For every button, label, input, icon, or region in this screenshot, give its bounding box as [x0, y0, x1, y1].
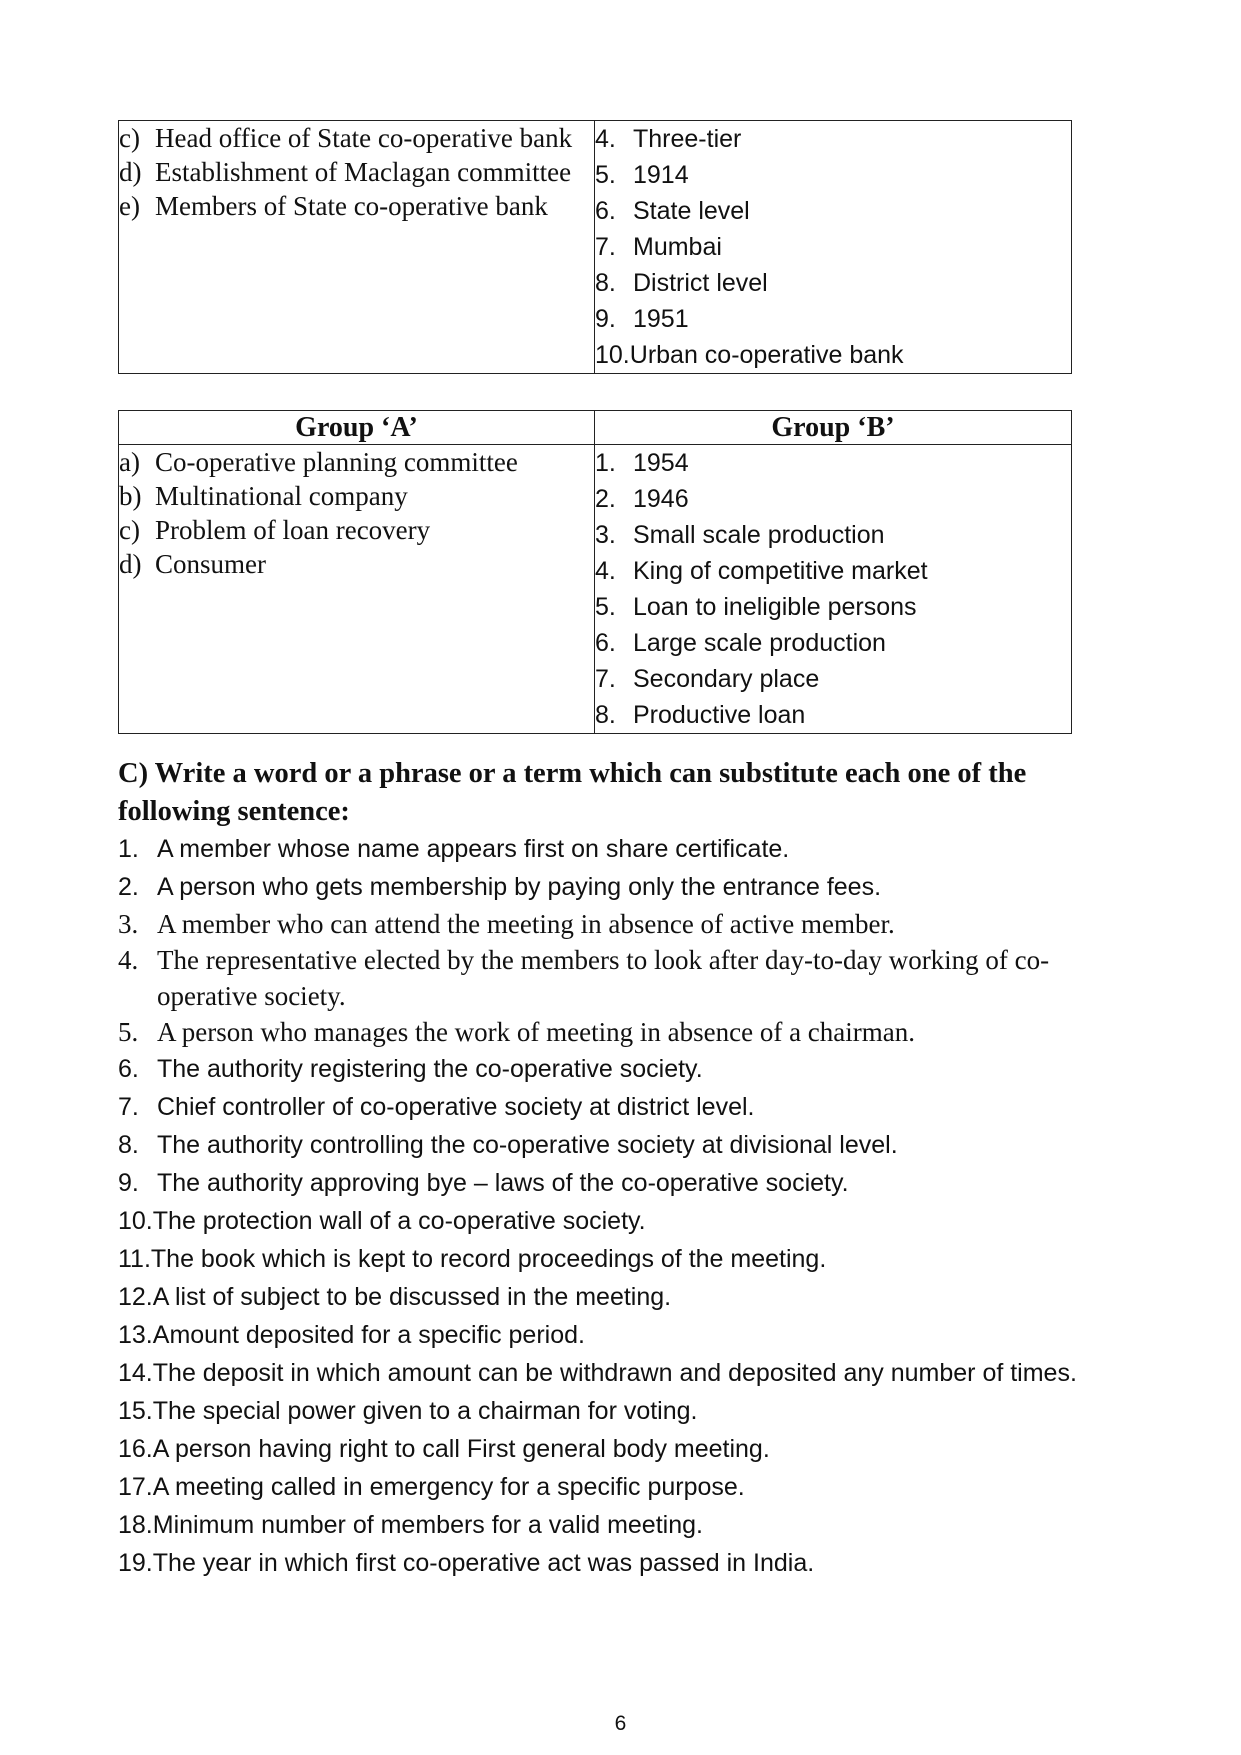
- item-text: A list of subject to be discussed in the meeting.: [152, 1283, 672, 1311]
- item-text: Mumbai: [633, 233, 722, 261]
- item-number: 6.: [595, 197, 616, 225]
- item-number: 4.: [595, 125, 616, 153]
- item-number: 19.: [118, 1549, 153, 1577]
- item-letter: e): [119, 191, 140, 221]
- item-number: 5.: [595, 593, 616, 621]
- item-number: 3.: [118, 909, 139, 939]
- group-a-item: [119, 479, 594, 513]
- item-number: 10.: [595, 341, 630, 369]
- group-b-item: [595, 229, 1071, 265]
- item-number: 2.: [595, 485, 616, 513]
- list-item: [118, 1050, 1138, 1088]
- item-number: 9.: [595, 305, 616, 333]
- item-text: The book which is kept to record proceedings of the meeting.: [150, 1245, 827, 1273]
- group-b-item: [595, 445, 1071, 481]
- item-text: Loan to ineligible persons: [633, 593, 917, 621]
- item-text: The representative elected by the members to look after day-to-day working of co-operative society.: [157, 945, 1050, 1011]
- item-text: 1914: [633, 161, 689, 189]
- item-number: 1.: [595, 449, 616, 477]
- item-number: 15.: [118, 1397, 153, 1425]
- item-text: District level: [633, 269, 768, 297]
- match-table-continued: [118, 120, 1072, 374]
- item-number: 8.: [118, 1131, 139, 1159]
- item-number: 7.: [595, 665, 616, 693]
- group-b-column: [595, 121, 1072, 374]
- item-letter: d): [119, 157, 142, 187]
- group-b-item: [595, 301, 1071, 337]
- group-a-item: [119, 189, 594, 223]
- group-b-item: [595, 481, 1071, 517]
- item-number: 6.: [595, 629, 616, 657]
- item-text: The authority approving bye – laws of the co-operative society.: [157, 1169, 849, 1197]
- match-table-group-a-b: [118, 410, 1072, 734]
- list-item: [118, 1506, 1138, 1544]
- item-number: 8.: [595, 269, 616, 297]
- item-number: 10.: [118, 1207, 153, 1235]
- item-text: The year in which first co-operative act was passed in India.: [152, 1549, 815, 1577]
- item-text: A meeting called in emergency for a specific purpose.: [152, 1473, 745, 1501]
- item-number: 3.: [595, 521, 616, 549]
- list-item: [118, 1392, 1138, 1430]
- item-letter: b): [119, 481, 142, 511]
- section-c-heading: C) Write a word or a phrase or a term which can substitute each one of the following sentence:: [118, 758, 1027, 827]
- item-number: 16.: [118, 1435, 153, 1463]
- item-text: King of competitive market: [633, 557, 928, 585]
- group-b-item: [595, 337, 1071, 373]
- item-text: 1954: [633, 449, 689, 477]
- list-item: [118, 1126, 1138, 1164]
- group-b-item: [595, 265, 1071, 301]
- list-item: [118, 1278, 1138, 1316]
- item-text: Three-tier: [633, 125, 742, 153]
- list-item: [118, 1088, 1138, 1126]
- item-number: 17.: [118, 1473, 153, 1501]
- item-text: Head office of State co-operative bank: [155, 123, 573, 153]
- item-number: 11.: [118, 1245, 151, 1273]
- item-number: 7.: [595, 233, 616, 261]
- group-a-item: [119, 121, 594, 155]
- list-item: [118, 1468, 1138, 1506]
- item-text: Minimum number of members for a valid meeting.: [152, 1511, 703, 1539]
- item-text: State level: [633, 197, 750, 225]
- item-text: Establishment of Maclagan committee: [155, 157, 572, 187]
- list-item: [118, 1354, 1138, 1392]
- list-item: [118, 1014, 1138, 1050]
- list-item: [118, 1164, 1138, 1202]
- list-item: [118, 942, 1138, 1014]
- substitute-question-list: [118, 830, 1138, 1582]
- group-b-item: [595, 157, 1071, 193]
- item-letter: c): [119, 123, 140, 153]
- group-a-column: [119, 121, 595, 374]
- item-text: A member whose name appears first on share certificate.: [157, 835, 790, 863]
- group-b-item: [595, 553, 1071, 589]
- list-item: [118, 1430, 1138, 1468]
- item-number: 18.: [118, 1511, 153, 1539]
- group-b-item: [595, 589, 1071, 625]
- item-text: Multinational company: [155, 481, 408, 511]
- item-number: 5.: [595, 161, 616, 189]
- item-text: The special power given to a chairman for voting.: [152, 1397, 698, 1425]
- item-text: The authority controlling the co-operative society at divisional level.: [157, 1131, 898, 1159]
- group-b-column: [595, 445, 1072, 734]
- item-number: 8.: [595, 701, 616, 729]
- group-b-item: [595, 625, 1071, 661]
- list-item: [118, 1544, 1138, 1582]
- item-text: Secondary place: [633, 665, 820, 693]
- item-text: A member who can attend the meeting in absence of active member.: [157, 909, 895, 939]
- group-b-item: [595, 661, 1071, 697]
- group-b-item: [595, 517, 1071, 553]
- group-a-item: [119, 513, 594, 547]
- group-a-item: [119, 547, 594, 581]
- list-item: [118, 830, 1138, 868]
- item-number: 9.: [118, 1169, 139, 1197]
- item-text: Co-operative planning committee: [155, 447, 518, 477]
- list-item: [118, 1316, 1138, 1354]
- item-text: A person having right to call First general body meeting.: [152, 1435, 770, 1463]
- list-item: [118, 906, 1138, 942]
- item-letter: d): [119, 549, 142, 579]
- item-text: The deposit in which amount can be withdrawn and deposited any number of times.: [152, 1359, 1077, 1387]
- item-number: 12.: [118, 1283, 153, 1311]
- item-number: 13.: [118, 1321, 153, 1349]
- item-number: 6.: [118, 1055, 139, 1083]
- item-number: 14.: [118, 1359, 153, 1387]
- item-number: 1.: [118, 835, 139, 863]
- item-text: Large scale production: [633, 629, 886, 657]
- list-item: [118, 868, 1138, 906]
- item-text: Problem of loan recovery: [155, 515, 431, 545]
- item-text: A person who manages the work of meeting in absence of a chairman.: [157, 1017, 916, 1047]
- group-b-item: [595, 121, 1071, 157]
- item-number: 4.: [595, 557, 616, 585]
- item-text: Small scale production: [633, 521, 885, 549]
- page-number: 6: [614, 1712, 627, 1735]
- item-text: The authority registering the co-operative society.: [157, 1055, 703, 1083]
- group-a-item: [119, 155, 594, 189]
- group-b-item: [595, 193, 1071, 229]
- item-number: 5.: [118, 1017, 139, 1047]
- item-number: 4.: [118, 945, 139, 975]
- group-b-header: Group ‘B’: [595, 411, 1072, 445]
- group-a-item: [119, 445, 594, 479]
- item-text: 1946: [633, 485, 689, 513]
- list-item: [118, 1202, 1138, 1240]
- item-text: Consumer: [155, 549, 266, 579]
- item-text: Urban co-operative bank: [629, 341, 904, 369]
- item-text: Members of State co-operative bank: [155, 191, 548, 221]
- group-b-item: [595, 697, 1071, 733]
- group-a-column: [119, 445, 595, 734]
- list-item: [118, 1240, 1138, 1278]
- item-letter: c): [119, 515, 140, 545]
- item-text: Amount deposited for a specific period.: [152, 1321, 585, 1349]
- item-text: Productive loan: [633, 701, 806, 729]
- item-number: 7.: [118, 1093, 139, 1121]
- item-text: Chief controller of co-operative society at district level.: [157, 1093, 755, 1121]
- item-text: A person who gets membership by paying only the entrance fees.: [157, 873, 882, 901]
- item-letter: a): [119, 447, 140, 477]
- item-text: The protection wall of a co-operative society.: [152, 1207, 646, 1235]
- group-a-header: Group ‘A’: [119, 411, 595, 445]
- item-text: 1951: [633, 305, 689, 333]
- item-number: 2.: [118, 873, 139, 901]
